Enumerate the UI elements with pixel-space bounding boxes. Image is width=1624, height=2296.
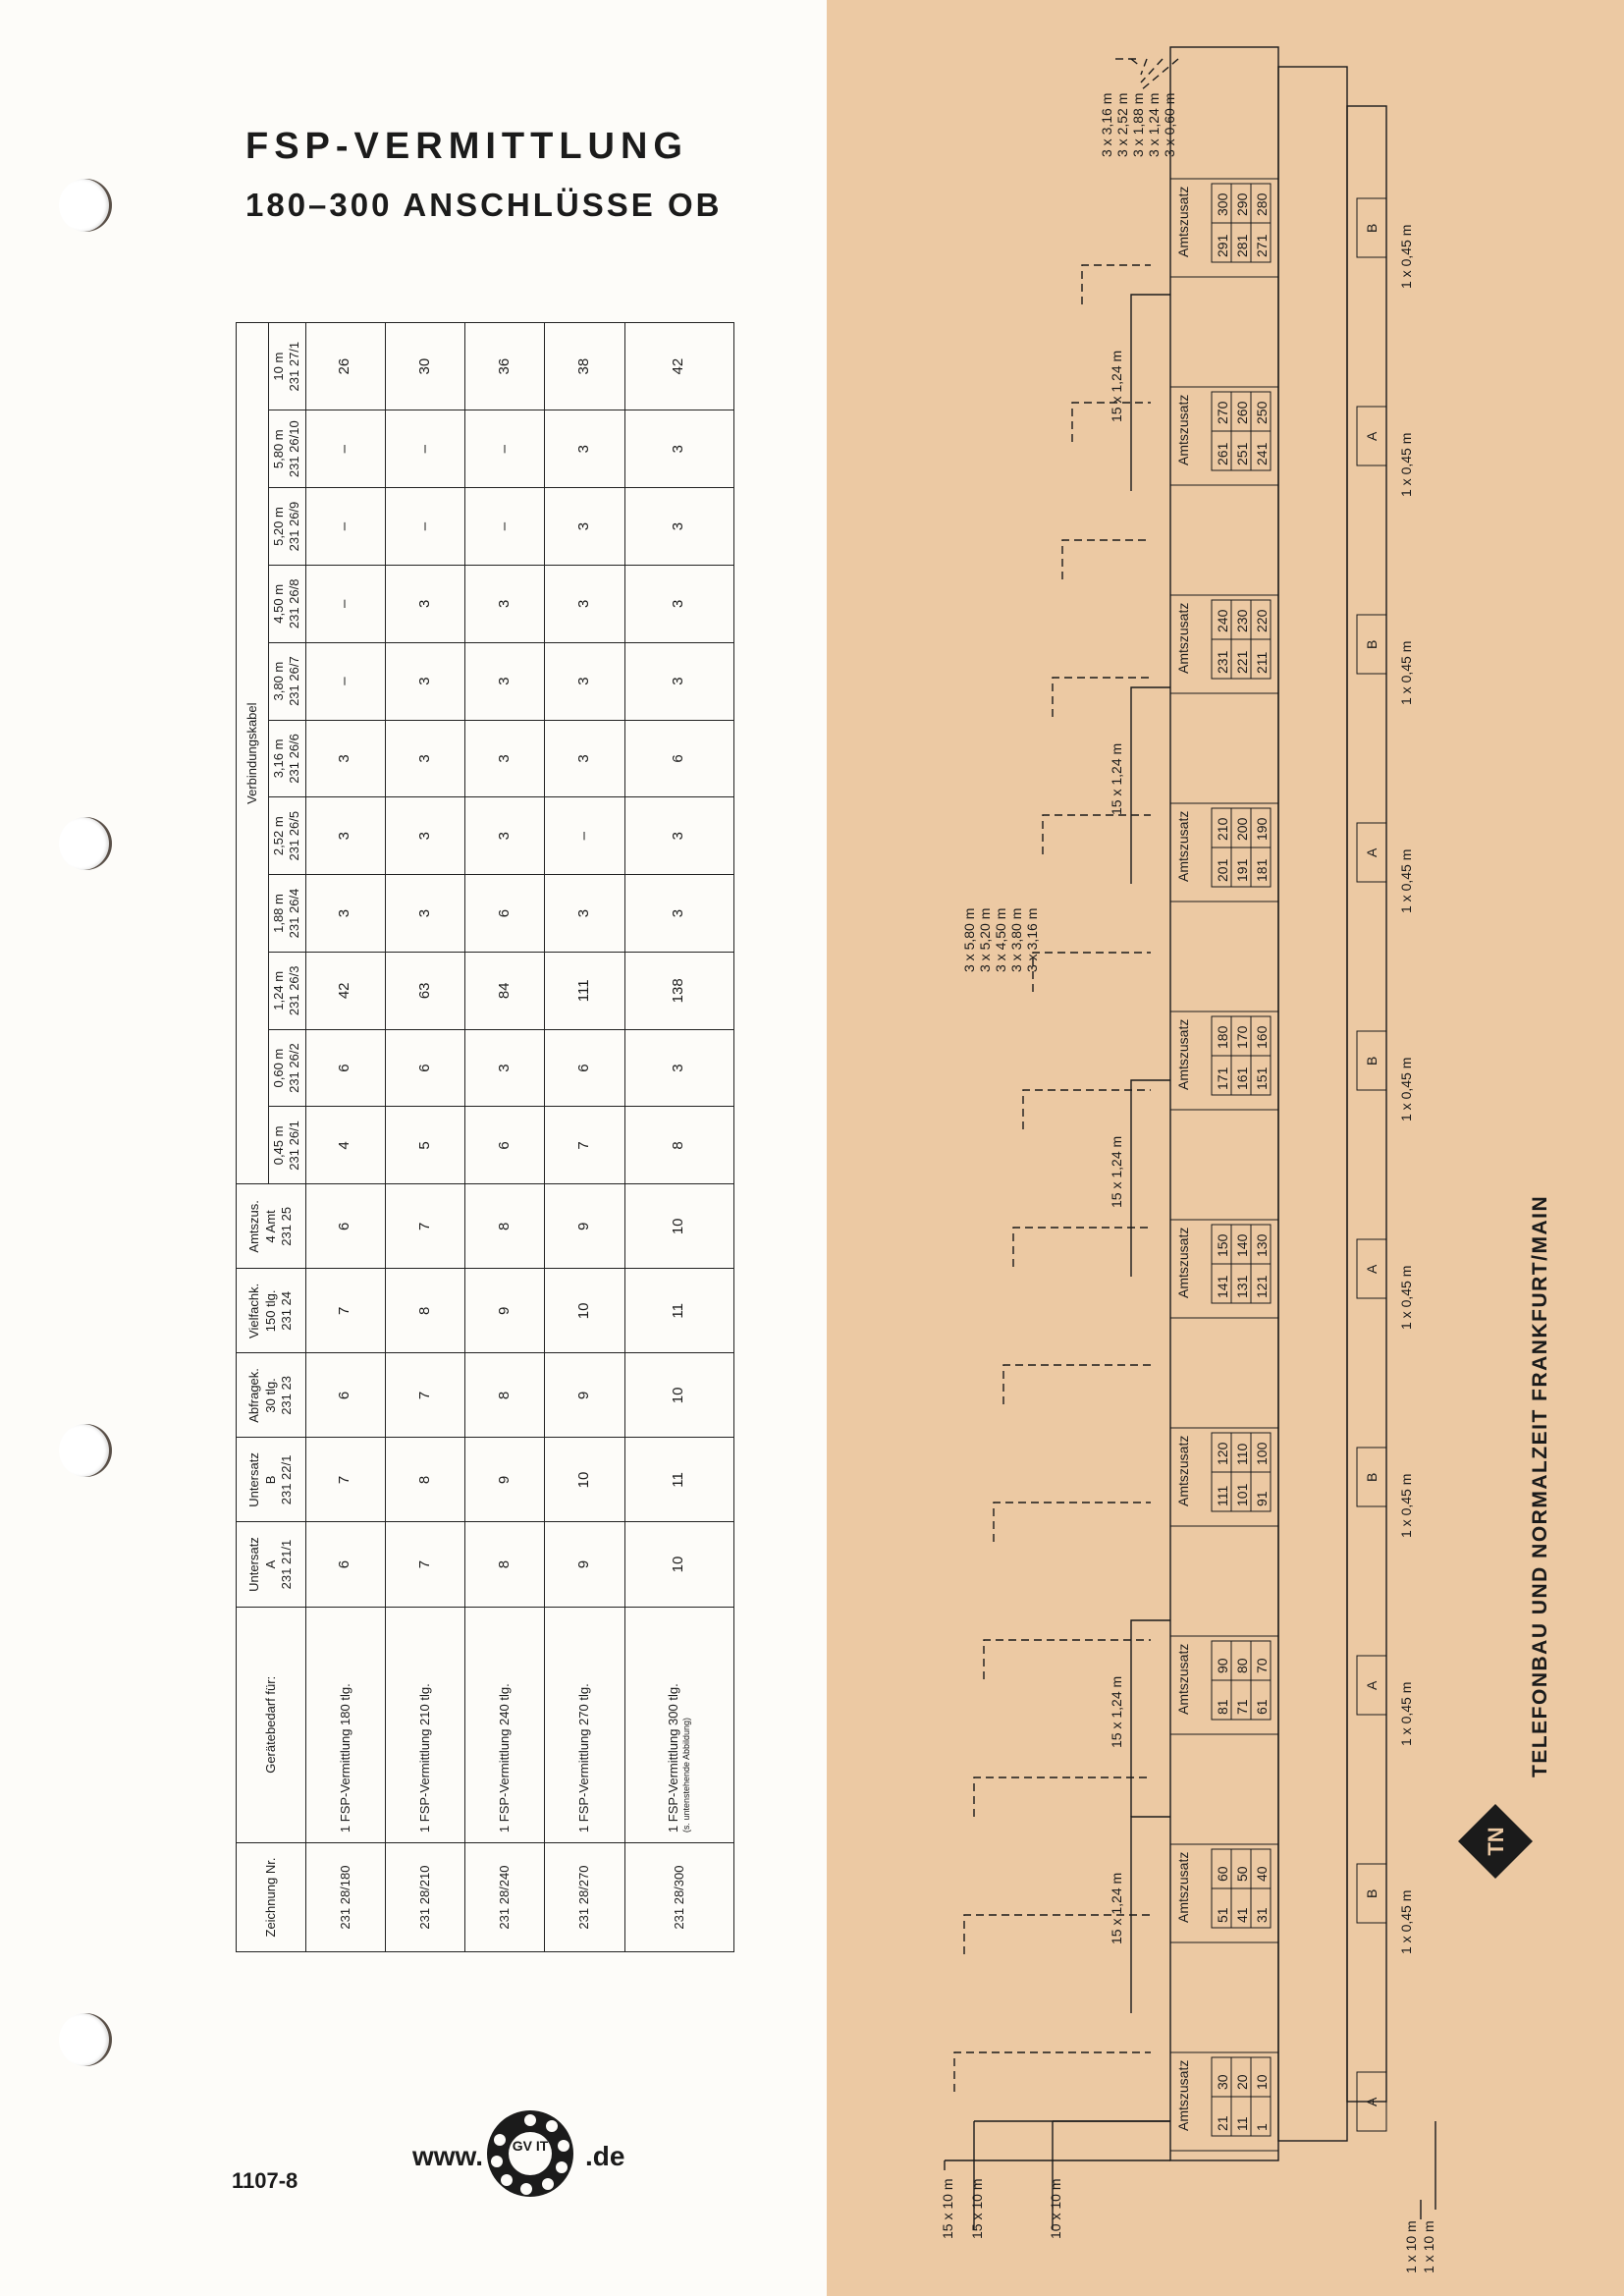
cell-value: 63 [385, 952, 464, 1029]
cell-value: 9 [545, 1522, 624, 1607]
cell-value: – [305, 410, 385, 488]
cable-label: 3 x 5,20 m [977, 907, 993, 972]
grid-number: 281 [1234, 234, 1250, 257]
cell-value: 3 [465, 1029, 545, 1107]
grid-number: 300 [1215, 192, 1230, 216]
col-header: Amtszus. 4 Amt 231 25 [237, 1184, 306, 1269]
grid-number: 140 [1234, 1233, 1250, 1257]
grid-number: 260 [1234, 401, 1250, 424]
col-header: Untersatz A 231 21/1 [237, 1522, 306, 1607]
cell-value: 3 [545, 488, 624, 566]
cell-value: 36 [465, 323, 545, 410]
cable-label: 1 x 0,45 m [1398, 432, 1414, 497]
unit-label: Amtszusatz [1175, 602, 1191, 674]
cell-value: 10 [624, 1522, 733, 1607]
unit-section-label: A [1364, 847, 1380, 857]
grid-number: 30 [1215, 2074, 1230, 2090]
cell-value: 3 [624, 488, 733, 566]
col-header: Vielfachk. 150 tlg. 231 24 [237, 1269, 306, 1353]
cell-value: 3 [545, 720, 624, 797]
cable-label: 15 x 1,24 m [1109, 1135, 1124, 1208]
grid-number: 171 [1215, 1066, 1230, 1090]
grid-number: 191 [1234, 858, 1250, 882]
grid-number: 211 [1254, 651, 1270, 674]
cable-label: 1 x 0,45 m [1398, 224, 1414, 289]
grid-number: 161 [1234, 1066, 1250, 1090]
cell-value: 10 [545, 1438, 624, 1522]
cabinet-frame [1170, 47, 1278, 2160]
cell-value: 7 [305, 1269, 385, 1353]
cell-value: 8 [465, 1522, 545, 1607]
device-label: 1 FSP-Vermittlung 180 tlg. [337, 1683, 352, 1833]
cell-value: 26 [305, 323, 385, 410]
cell-value: 6 [305, 1184, 385, 1269]
cell-value: 3 [465, 720, 545, 797]
page-subtitle: 180–300 ANSCHLÜSSE OB [245, 187, 723, 223]
company-name: TELEFONBAU UND NORMALZEIT FRANKFURT/MAIN [1529, 1194, 1551, 1777]
cable-label: 1 x 10 m [1403, 2220, 1419, 2273]
grid-number: 131 [1234, 1275, 1250, 1298]
cell-value: 6 [545, 1029, 624, 1107]
equipment-table-wrapper [236, 322, 734, 1952]
cell-value: 5 [385, 1107, 464, 1184]
grid-number: 10 [1254, 2074, 1270, 2090]
cable-label: 3 x 3,16 m [1024, 907, 1040, 972]
cell-value: 3 [624, 797, 733, 875]
cell-value: 3 [624, 565, 733, 642]
equipment-table [236, 322, 734, 1952]
grid-number: 61 [1254, 1699, 1270, 1715]
device-label: 1 FSP-Vermittlung 210 tlg. [416, 1683, 432, 1833]
cell-value: 6 [465, 875, 545, 953]
grid-number: 100 [1254, 1442, 1270, 1465]
grid-number: 291 [1215, 234, 1230, 257]
cell-value: 8 [624, 1107, 733, 1184]
cell-value: 8 [465, 1353, 545, 1438]
cell-value: 8 [385, 1438, 464, 1522]
col-header: 5,80 m 231 26/10 [269, 410, 306, 488]
unit-label: Amtszusatz [1175, 1851, 1191, 1923]
grid-number: 231 [1215, 650, 1230, 674]
grid-number: 60 [1215, 1866, 1230, 1882]
device-label: 1 FSP-Vermittlung 240 tlg. [497, 1683, 513, 1833]
cell-value: 3 [624, 642, 733, 720]
grid-number: 190 [1254, 817, 1270, 841]
cable-label: 3 x 1,24 m [1146, 92, 1162, 157]
unit-label: Amtszusatz [1175, 1227, 1191, 1298]
cell-value: – [465, 410, 545, 488]
logo-mark: GV IT [512, 2138, 549, 2154]
cell-value: 3 [385, 875, 464, 953]
grid-number: 250 [1254, 401, 1270, 424]
cable-label: 3 x 0,60 m [1162, 92, 1177, 157]
unit-label: Amtszusatz [1175, 1643, 1191, 1715]
cable-label: 3 x 3,80 m [1008, 907, 1024, 972]
cell-value: 9 [465, 1438, 545, 1522]
cell-value: 7 [305, 1438, 385, 1522]
cell-device [385, 1607, 464, 1843]
table-row [624, 323, 733, 1952]
cell-value: 6 [305, 1029, 385, 1107]
cell-device [624, 1607, 733, 1843]
cell-value: 7 [545, 1107, 624, 1184]
grid-number: 130 [1254, 1233, 1270, 1257]
cell-value: – [545, 797, 624, 875]
punch-hole [59, 2013, 112, 2066]
cell-value: 84 [465, 952, 545, 1029]
unit-label: Amtszusatz [1175, 1435, 1191, 1506]
table-row [545, 323, 624, 1952]
grid-number: 50 [1234, 1866, 1250, 1882]
cell-value: 6 [305, 1353, 385, 1438]
cell-value: 38 [545, 323, 624, 410]
grid-number: 20 [1234, 2074, 1250, 2090]
grid-number: 70 [1254, 1658, 1270, 1673]
unit-label: Amtszusatz [1175, 1018, 1191, 1090]
cell-value: 42 [305, 952, 385, 1029]
table-row [305, 323, 385, 1952]
cable-label: 15 x 10 m [969, 2178, 985, 2239]
cell-value: 6 [624, 720, 733, 797]
dial-logo-icon [483, 2106, 577, 2201]
grid-number: 91 [1254, 1491, 1270, 1506]
logo-suffix: .de [585, 2141, 625, 2171]
cell-value: – [305, 488, 385, 566]
col-header: 3,16 m 231 26/6 [269, 720, 306, 797]
device-label: 1 FSP-Vermittlung 270 tlg. [576, 1683, 592, 1833]
grid-number: 230 [1234, 609, 1250, 632]
cell-value: 7 [385, 1184, 464, 1269]
cable-label: 10 x 10 m [1048, 2178, 1063, 2239]
grid-number: 270 [1215, 401, 1230, 424]
cell-value: 8 [385, 1269, 464, 1353]
unit-section-label: B [1364, 1888, 1380, 1898]
cable-label: 15 x 1,24 m [1109, 1675, 1124, 1748]
unit-section-label: A [1364, 2097, 1380, 2106]
cable-label: 15 x 10 m [940, 2178, 955, 2239]
col-header: 10 m 231 27/1 [269, 323, 306, 410]
cell-drawing: 231 28/180 [305, 1843, 385, 1952]
punch-hole [59, 817, 112, 870]
cell-value: 111 [545, 952, 624, 1029]
grid-number: 150 [1215, 1233, 1230, 1257]
cell-value: 6 [465, 1107, 545, 1184]
cable-label: 3 x 3,16 m [1099, 92, 1114, 157]
cell-value: 7 [385, 1353, 464, 1438]
cell-drawing: 231 28/300 [624, 1843, 733, 1952]
col-header: 4,50 m 231 26/8 [269, 565, 306, 642]
unit-section-label: B [1364, 1472, 1380, 1482]
cell-value: 6 [385, 1029, 464, 1107]
col-header-device: Gerätebedarf für: [237, 1607, 306, 1843]
grid-number: 280 [1254, 192, 1270, 216]
unit-label: Amtszusatz [1175, 186, 1191, 257]
table-row [465, 323, 545, 1952]
grid-number: 90 [1215, 1658, 1230, 1673]
cable-label: 1 x 0,45 m [1398, 1681, 1414, 1746]
logo-prefix: www. [412, 2141, 484, 2171]
grid-number: 41 [1234, 1907, 1250, 1923]
cell-value: – [385, 410, 464, 488]
cell-value: 9 [545, 1184, 624, 1269]
cell-value: 3 [545, 410, 624, 488]
page-title: FSP-VERMITTLUNG [245, 126, 688, 167]
col-header: 0,45 m 231 26/1 [269, 1107, 306, 1184]
cell-value: 42 [624, 323, 733, 410]
cell-value: 11 [624, 1438, 733, 1522]
cell-value: 10 [624, 1184, 733, 1269]
cell-value: 3 [545, 875, 624, 953]
cable-label: 15 x 1,24 m [1109, 742, 1124, 815]
unit-section-label: A [1364, 1264, 1380, 1274]
cable-label: 1 x 0,45 m [1398, 1057, 1414, 1121]
cell-value: 3 [545, 642, 624, 720]
cell-value: – [465, 488, 545, 566]
cell-value: 8 [465, 1184, 545, 1269]
grid-number: 110 [1234, 1443, 1250, 1465]
cable-label: 15 x 1,24 m [1109, 350, 1124, 422]
col-header: 0,60 m 231 26/2 [269, 1029, 306, 1107]
grid-number: 151 [1254, 1066, 1270, 1090]
cell-value: – [305, 565, 385, 642]
cell-device [465, 1607, 545, 1843]
cell-value: 9 [545, 1353, 624, 1438]
grid-number: 11 [1234, 2116, 1250, 2131]
col-group-cable: Verbindungskabel [237, 323, 269, 1184]
grid-number: 1 [1254, 2123, 1270, 2131]
cell-drawing: 231 28/270 [545, 1843, 624, 1952]
grid-number: 220 [1254, 609, 1270, 632]
cell-value: 3 [624, 875, 733, 953]
grid-number: 80 [1234, 1658, 1250, 1673]
grid-number: 221 [1234, 650, 1250, 674]
cell-value: 9 [465, 1269, 545, 1353]
cell-drawing: 231 28/210 [385, 1843, 464, 1952]
col-header: Untersatz B 231 22/1 [237, 1438, 306, 1522]
cell-value: 3 [465, 642, 545, 720]
grid-number: 181 [1254, 858, 1270, 882]
grid-number: 240 [1215, 609, 1230, 632]
cable-label: 1 x 0,45 m [1398, 640, 1414, 705]
cell-device [305, 1607, 385, 1843]
unit-section-label: B [1364, 639, 1380, 649]
grid-number: 261 [1215, 442, 1230, 465]
grid-number: 81 [1215, 1699, 1230, 1715]
col-header: 3,80 m 231 26/7 [269, 642, 306, 720]
cell-value: 10 [624, 1353, 733, 1438]
unit-section-label: B [1364, 223, 1380, 233]
cell-value: 4 [305, 1107, 385, 1184]
table-body [305, 323, 734, 1952]
cable-label: 1 x 0,45 m [1398, 848, 1414, 913]
col-header: 2,52 m 231 26/5 [269, 797, 306, 875]
document-number: 1107-8 [232, 2168, 298, 2193]
cell-value: 138 [624, 952, 733, 1029]
unit-section-label: B [1364, 1056, 1380, 1066]
cable-label: 1 x 10 m [1421, 2220, 1436, 2273]
unit-section-label: A [1364, 431, 1380, 441]
cell-value: 3 [465, 797, 545, 875]
unit-label: Amtszusatz [1175, 810, 1191, 882]
grid-number: 170 [1234, 1025, 1250, 1049]
grid-number: 180 [1215, 1025, 1230, 1049]
cell-device [545, 1607, 624, 1843]
grid-number: 210 [1215, 817, 1230, 841]
grid-number: 121 [1254, 1275, 1270, 1298]
cell-value: 3 [545, 565, 624, 642]
cell-value: 30 [385, 323, 464, 410]
cable-label: 1 x 0,45 m [1398, 1265, 1414, 1330]
grid-number: 40 [1254, 1866, 1270, 1882]
punch-hole [59, 179, 112, 232]
wiring-diagram [827, 0, 1624, 2296]
cell-value: 3 [305, 875, 385, 953]
cable-label: 1 x 0,45 m [1398, 1889, 1414, 1954]
cell-value: 6 [305, 1522, 385, 1607]
grid-number: 101 [1234, 1483, 1250, 1506]
cell-value: 3 [305, 797, 385, 875]
grid-number: 200 [1234, 817, 1250, 841]
cell-value: 3 [385, 720, 464, 797]
col-header: Abfragek. 30 tlg. 231 23 [237, 1353, 306, 1438]
col-header-drawing: Zeichnung Nr. [237, 1843, 306, 1952]
cell-value: 10 [545, 1269, 624, 1353]
cell-value: – [385, 488, 464, 566]
cable-label: 1 x 0,45 m [1398, 1473, 1414, 1538]
grid-number: 71 [1234, 1699, 1250, 1715]
cable-label: 3 x 5,80 m [961, 907, 977, 972]
grid-number: 201 [1215, 858, 1230, 882]
grid-number: 160 [1254, 1025, 1270, 1049]
grid-number: 271 [1254, 234, 1270, 257]
table-row [385, 323, 464, 1952]
cell-value: 3 [624, 410, 733, 488]
unit-label: Amtszusatz [1175, 2059, 1191, 2131]
unit-section-label: A [1364, 1680, 1380, 1690]
cabinet-base [1347, 106, 1386, 2102]
brand-mark: TN [1484, 1827, 1508, 1856]
cabinet-back [1278, 67, 1347, 2141]
cell-value: – [305, 642, 385, 720]
cable-label: 3 x 1,88 m [1130, 92, 1146, 157]
col-header: 1,88 m 231 26/4 [269, 875, 306, 953]
col-header: 1,24 m 231 26/3 [269, 952, 306, 1029]
cell-value: 3 [385, 565, 464, 642]
unit-label: Amtszusatz [1175, 394, 1191, 465]
grid-number: 31 [1254, 1907, 1270, 1923]
cell-value: 3 [385, 642, 464, 720]
cable-label: 15 x 1,24 m [1109, 1872, 1124, 1944]
cell-value: 3 [624, 1029, 733, 1107]
device-note: (s. untenstehende Abbildung) [681, 1717, 692, 1833]
col-header: 5,20 m 231 26/9 [269, 488, 306, 566]
cable-label: 3 x 2,52 m [1114, 92, 1130, 157]
grid-number: 251 [1234, 442, 1250, 465]
cell-value: 3 [305, 720, 385, 797]
cell-value: 3 [465, 565, 545, 642]
grid-number: 51 [1215, 1907, 1230, 1923]
grid-number: 241 [1254, 442, 1270, 465]
grid-number: 120 [1215, 1442, 1230, 1465]
grid-number: 290 [1234, 192, 1250, 216]
cell-value: 7 [385, 1522, 464, 1607]
grid-number: 141 [1215, 1275, 1230, 1298]
punch-hole [59, 1424, 112, 1477]
cell-value: 3 [385, 797, 464, 875]
grid-number: 111 [1215, 1485, 1230, 1506]
device-label: 1 FSP-Vermittlung 300 tlg. [666, 1683, 681, 1833]
cable-label: 3 x 4,50 m [993, 907, 1008, 972]
cell-drawing: 231 28/240 [465, 1843, 545, 1952]
cell-value: 11 [624, 1269, 733, 1353]
grid-number: 21 [1215, 2115, 1230, 2131]
